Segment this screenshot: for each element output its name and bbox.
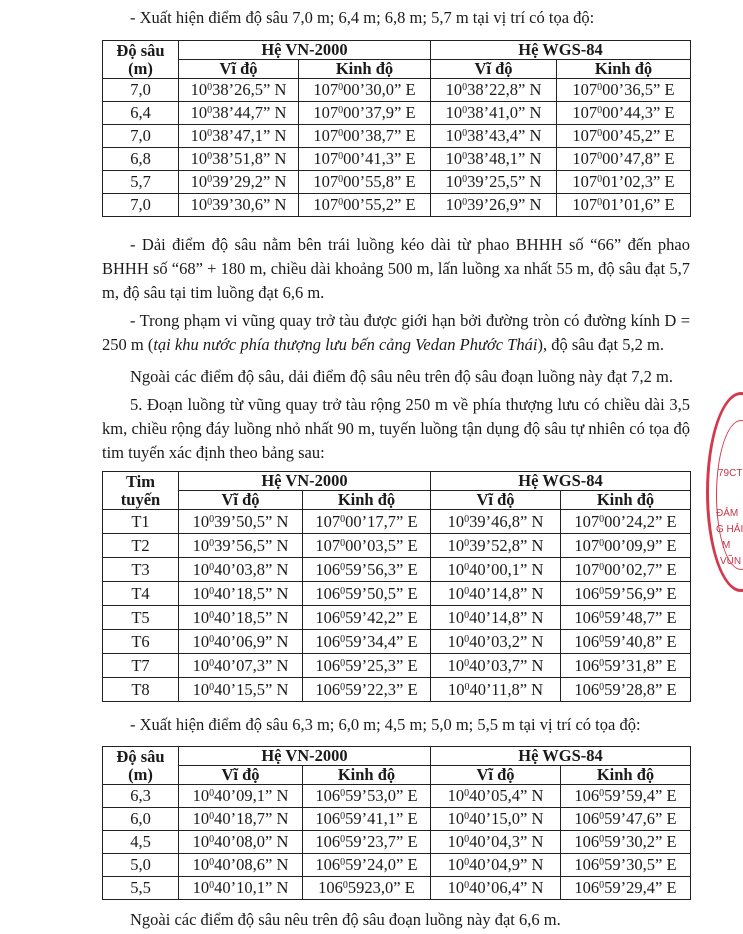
lat-header: Vĩ độ [179, 60, 299, 79]
vn2000-header: Hệ VN-2000 [179, 747, 431, 766]
lon-header: Kinh độ [299, 60, 431, 79]
vn2000-lon-cell: $107^000’03,5$” E [303, 534, 431, 558]
wgs84-lon-cell: $107^000’44,3$” E [557, 102, 691, 125]
vn2000-lon-cell: $107^000’37,9$” E [299, 102, 431, 125]
wgs84-lon-cell: $107^000’36,5$” E [557, 79, 691, 102]
row-key-cell: 5,7 [103, 171, 179, 194]
table-row [103, 654, 691, 678]
lat-header: Vĩ độ [179, 491, 303, 510]
wgs84-lon-cell: $106^059’28,8$” E [561, 678, 691, 702]
wgs84-lat-cell: $10^038’43,4$” N [431, 125, 557, 148]
vn2000-lon-cell: $106^059’34,4$” E [303, 630, 431, 654]
vn2000-lat-cell: $10^040’15,5$” N [179, 678, 303, 702]
lon-header: Kinh độ [561, 766, 691, 785]
vn2000-lon-cell: $106^059’42,2$” E [303, 606, 431, 630]
wgs84-lon-cell: $106^059’40,8$” E [561, 630, 691, 654]
wgs84-lat-cell: $10^039’46,8$” N [431, 510, 561, 534]
lat-header: Vĩ độ [431, 60, 557, 79]
wgs84-lon-cell: $107^000’45,2$” E [557, 125, 691, 148]
vn2000-lon-cell: $107^000’55,8$” E [299, 171, 431, 194]
table-row [103, 102, 691, 125]
seal-text: ĐẢM [716, 508, 739, 519]
row-key-cell: 7,0 [103, 79, 179, 102]
vn2000-lat-cell: $10^040’18,5$” N [179, 582, 303, 606]
depth-header: Độ sâu (m) [103, 747, 179, 785]
para-depth-band: - Dải điểm độ sâu nằm bên trái luồng kéo dài từ phao BHHH số “66” đến phao BHHH số “68” + 180 m, chiều dài khoảng 500 m, lấn luồng xa nhất 55 m, độ sâu đạt 5,7 m, độ sâu tại tim luồng đạt 6,6 m. [102, 235, 690, 302]
vn2000-lat-cell: $10^039’29,2$” N [179, 171, 299, 194]
vn2000-lat-cell: $10^040’09,1$” N [179, 785, 303, 808]
wgs84-lon-cell: $107^000’24,2$” E [561, 510, 691, 534]
wgs84-lat-cell: $10^038’48,1$” N [431, 148, 557, 171]
vn2000-lon-cell: $106^059’53,0$” E [303, 785, 431, 808]
wgs84-lon-cell: $107^001’02,3$” E [557, 171, 691, 194]
vn2000-lat-cell: $10^038’44,7$” N [179, 102, 299, 125]
wgs84-lat-cell: $10^040’04,9$” N [431, 854, 561, 877]
para-turning-basin: - Trong phạm vi vũng quay trở tàu được giới hạn bởi đường tròn có đường kính D = 250 m (tại khu nước phía thượng lưu bến cảng Vedan Phước Thái), độ sâu đạt 5,2 m. [102, 311, 690, 354]
row-key-cell: 6,3 [103, 785, 179, 808]
seal-text: G HẢI [716, 524, 743, 535]
row-key-cell: 6,4 [103, 102, 179, 125]
row-key-cell: T7 [103, 654, 179, 678]
wgs84-lat-cell: $10^039’52,8$” N [431, 534, 561, 558]
depth-points-table-1 [102, 40, 691, 217]
wgs84-lon-cell: $106^059’59,4$” E [561, 785, 691, 808]
table-row [103, 558, 691, 582]
depth-points-table-2 [102, 746, 691, 900]
vn2000-lat-cell: $10^040’08,6$” N [179, 854, 303, 877]
table-row [103, 148, 691, 171]
vn2000-lat-cell: $10^040’07,3$” N [179, 654, 303, 678]
wgs84-lat-cell: $10^040’04,3$” N [431, 831, 561, 854]
wgs84-lon-cell: $107^000’09,9$” E [561, 534, 691, 558]
vn2000-lat-cell: $10^040’10,1$” N [179, 877, 303, 900]
wgs84-lat-cell: $10^039’25,5$” N [431, 171, 557, 194]
lon-header: Kinh độ [303, 491, 431, 510]
lat-header: Vĩ độ [431, 491, 561, 510]
wgs84-lat-cell: $10^040’14,8$” N [431, 606, 561, 630]
row-key-cell: T1 [103, 510, 179, 534]
row-key-cell: 6,0 [103, 808, 179, 831]
row-key-cell: T3 [103, 558, 179, 582]
wgs84-lon-cell: $106^059’30,2$” E [561, 831, 691, 854]
para-section-5: 5. Đoạn luồng từ vũng quay trở tàu rộng 250 m về phía thượng lưu có chiều dài 3,5 km, chiều rộng đáy luồng nhỏ nhất 90 m, tuyến luồng tận dụng độ sâu tự nhiên có tọa độ tim tuyến xác định theo bảng sau: [102, 395, 690, 462]
para-other-depth-1: Ngoài các điểm độ sâu, dải điểm độ sâu nêu trên độ sâu đoạn luồng này đạt 7,2 m. [130, 367, 673, 386]
wgs84-lon-cell: $107^001’01,6$” E [557, 194, 691, 217]
wgs84-lat-cell: $10^040’06,4$” N [431, 877, 561, 900]
table-row [103, 582, 691, 606]
vn2000-lon-cell: $106^059’23,7$” E [303, 831, 431, 854]
vn2000-lon-cell: $107^000’55,2$” E [299, 194, 431, 217]
vn2000-header: Hệ VN-2000 [179, 472, 431, 491]
wgs84-lon-cell: $106^059’31,8$” E [561, 654, 691, 678]
table-row [103, 854, 691, 877]
row-key-cell: T8 [103, 678, 179, 702]
row-key-cell: T2 [103, 534, 179, 558]
seal-text: 79CT [718, 468, 743, 479]
vn2000-lon-cell: $106^05923,0$” E [303, 877, 431, 900]
text-block-1 [102, 233, 690, 465]
wgs84-lat-cell: $10^040’00,1$” N [431, 558, 561, 582]
lon-header: Kinh độ [561, 491, 691, 510]
seal-text: M [722, 540, 731, 551]
vn2000-lat-cell: $10^039’50,5$” N [179, 510, 303, 534]
wgs84-lat-cell: $10^040’14,8$” N [431, 582, 561, 606]
vn2000-lat-cell: $10^038’47,1$” N [179, 125, 299, 148]
wgs84-lat-cell: $10^038’22,8$” N [431, 79, 557, 102]
wgs84-lon-cell: $106^059’56,9$” E [561, 582, 691, 606]
lon-header: Kinh độ [557, 60, 691, 79]
vn2000-lon-cell: $107^000’41,3$” E [299, 148, 431, 171]
vn2000-lon-cell: $106^059’22,3$” E [303, 678, 431, 702]
lat-header: Vĩ độ [431, 766, 561, 785]
vn2000-lat-cell: $10^040’08,0$” N [179, 831, 303, 854]
intro-points-1: - Xuất hiện điểm độ sâu 7,0 m; 6,4 m; 6,8 m; 5,7 m tại vị trí có tọa độ: [130, 8, 595, 27]
lat-header: Vĩ độ [179, 766, 303, 785]
wgs84-lat-cell: $10^040’15,0$” N [431, 808, 561, 831]
table-row [103, 808, 691, 831]
para-other-depth-2: Ngoài các điểm độ sâu nêu trên độ sâu đoạn luồng này đạt 6,6 m. [130, 910, 561, 929]
seal-text: VŨN [720, 556, 742, 567]
vn2000-lat-cell: $10^040’03,8$” N [179, 558, 303, 582]
centerline-table [102, 471, 691, 702]
table-row [103, 171, 691, 194]
table-row [103, 785, 691, 808]
wgs84-lon-cell: $106^059’48,7$” E [561, 606, 691, 630]
vn2000-lon-cell: $106^059’56,3$” E [303, 558, 431, 582]
vn2000-lat-cell: $10^039’30,6$” N [179, 194, 299, 217]
table-row [103, 606, 691, 630]
vn2000-lat-cell: $10^040’18,5$” N [179, 606, 303, 630]
vn2000-lat-cell: $10^040’06,9$” N [179, 630, 303, 654]
table-row [103, 831, 691, 854]
wgs84-header: Hệ WGS-84 [431, 472, 691, 491]
row-key-cell: 7,0 [103, 125, 179, 148]
row-key-cell: T4 [103, 582, 179, 606]
wgs84-lat-cell: $10^040’03,2$” N [431, 630, 561, 654]
vn2000-lat-cell: $10^039’56,5$” N [179, 534, 303, 558]
wgs84-lon-cell: $106^059’47,6$” E [561, 808, 691, 831]
table-row [103, 678, 691, 702]
wgs84-lon-cell: $106^059’29,4$” E [561, 877, 691, 900]
row-key-cell: 5,5 [103, 877, 179, 900]
table-row [103, 79, 691, 102]
depth-header: Độ sâu (m) [103, 41, 179, 79]
vn2000-lon-cell: $107^000’30,0$” E [299, 79, 431, 102]
vn2000-lon-cell: $107^000’17,7$” E [303, 510, 431, 534]
table-row [103, 194, 691, 217]
vn2000-lon-cell: $106^059’25,3$” E [303, 654, 431, 678]
row-key-cell: T5 [103, 606, 179, 630]
wgs84-lat-cell: $10^040’11,8$” N [431, 678, 561, 702]
wgs84-lat-cell: $10^039’26,9$” N [431, 194, 557, 217]
vn2000-lat-cell: $10^038’51,8$” N [179, 148, 299, 171]
wgs84-lon-cell: $107^000’47,8$” E [557, 148, 691, 171]
intro-points-2: - Xuất hiện điểm độ sâu 6,3 m; 6,0 m; 4,5 m; 5,0 m; 5,5 m tại vị trí có tọa độ: [130, 715, 641, 734]
wgs84-lon-cell: $107^000’02,7$” E [561, 558, 691, 582]
wgs84-lat-cell: $10^040’03,7$” N [431, 654, 561, 678]
wgs84-header: Hệ WGS-84 [431, 41, 691, 60]
vn2000-lat-cell: $10^038’26,5$” N [179, 79, 299, 102]
wgs84-lat-cell: $10^038’41,0$” N [431, 102, 557, 125]
wgs84-header: Hệ WGS-84 [431, 747, 691, 766]
table-row [103, 534, 691, 558]
table-row [103, 630, 691, 654]
row-key-cell: 5,0 [103, 854, 179, 877]
vn2000-lat-cell: $10^040’18,7$” N [179, 808, 303, 831]
lon-header: Kinh độ [303, 766, 431, 785]
wgs84-lon-cell: $106^059’30,5$” E [561, 854, 691, 877]
centerline-header: Tim tuyến [103, 472, 179, 510]
table-row [103, 125, 691, 148]
table-row [103, 510, 691, 534]
row-key-cell: 4,5 [103, 831, 179, 854]
row-key-cell: 7,0 [103, 194, 179, 217]
table-row [103, 877, 691, 900]
vn2000-lon-cell: $106^059’24,0$” E [303, 854, 431, 877]
vn2000-lon-cell: $106^059’41,1$” E [303, 808, 431, 831]
row-key-cell: 6,8 [103, 148, 179, 171]
row-key-cell: T6 [103, 630, 179, 654]
vn2000-lon-cell: $107^000’38,7$” E [299, 125, 431, 148]
wgs84-lat-cell: $10^040’05,4$” N [431, 785, 561, 808]
vn2000-lon-cell: $106^059’50,5$” E [303, 582, 431, 606]
vn2000-header: Hệ VN-2000 [179, 41, 431, 60]
